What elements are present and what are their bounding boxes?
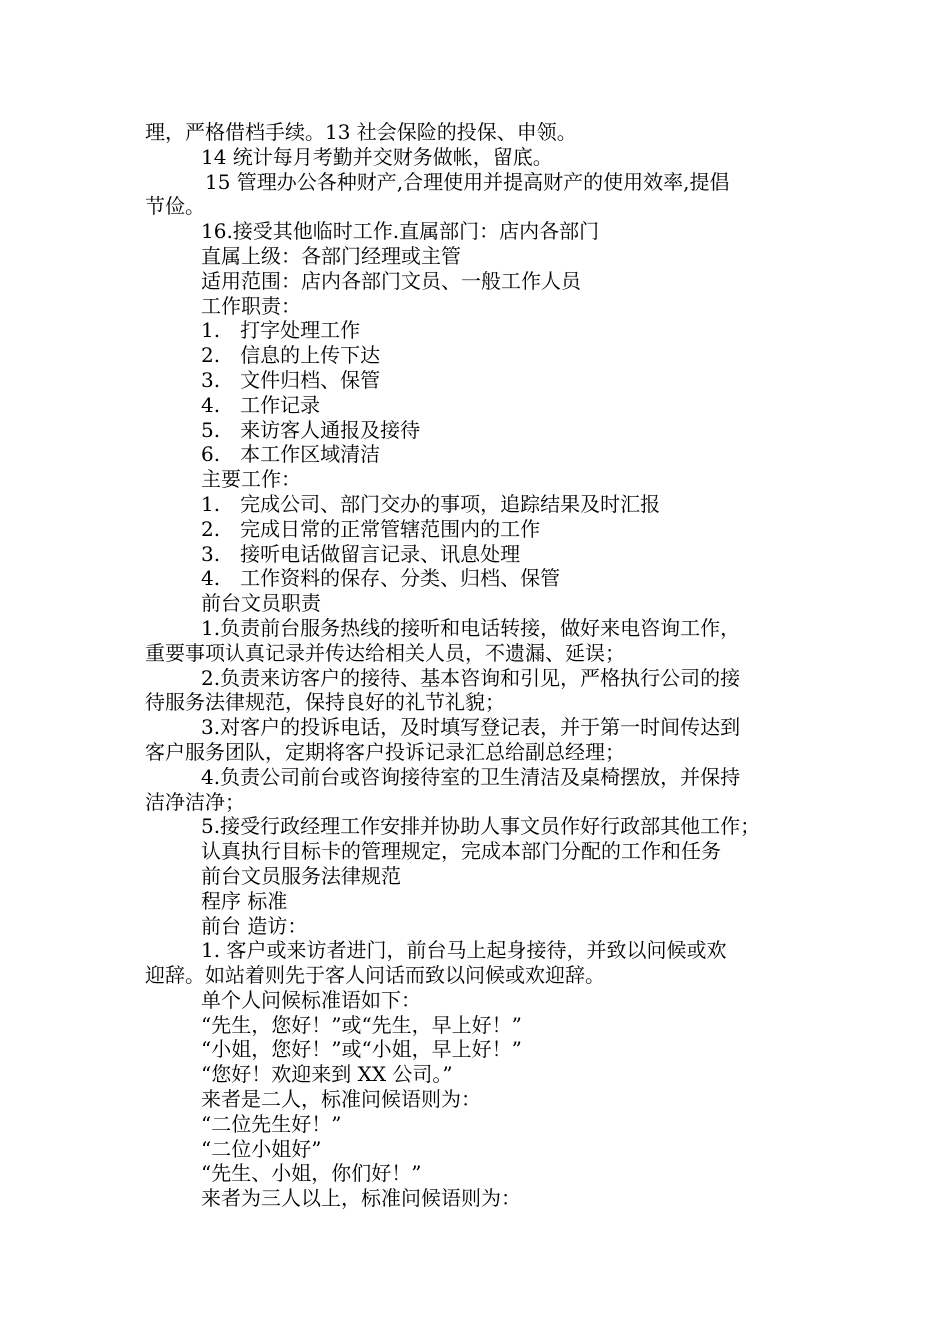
list-item: 2. 信息的上传下达 [201,343,381,368]
text-line: 来者是二人，标准问候语则为： [201,1087,481,1112]
text-line: 2.负责来访客户的接待、基本咨询和引见，严格执行公司的接 [201,665,741,690]
text-line: 认真执行目标卡的管理规定，完成本部门分配的工作和任务 [201,839,721,864]
list-item: 2. 完成日常的正常管辖范围内的工作 [201,516,541,541]
document-body [145,120,815,1211]
text-line: “二位小姐好” [201,1136,322,1161]
text-line: “先生、小姐，你们好！” [201,1161,422,1186]
text-line: 直属上级：各部门经理或主管 [201,243,461,268]
list-item: 1. 打字处理工作 [201,318,361,343]
text-line: 适用范围：店内各部门文员、一般工作人员 [201,268,581,293]
text-line: 工作职责： [201,293,301,318]
text-line: 15 管理办公各种财产,合理使用并提高财产的使用效率,提倡 [205,169,730,194]
text-line: 3.对客户的投诉电话，及时填写登记表，并于第一时间传达到 [201,715,741,740]
text-line: “先生，您好！”或“先生，早上好！” [201,1012,522,1037]
text-line: 前台 造访： [201,913,308,938]
text-line: 单个人问候标准语如下： [201,987,421,1012]
text-line: 重要事项认真记录并传达给相关人员，不遗漏、延误； [145,640,625,665]
text-line: “小姐，您好！”或“小姐，早上好！” [201,1037,522,1062]
list-item: 4. 工作资料的保存、分类、归档、保管 [201,566,561,591]
text-line: 迎辞。如站着则先于客人问话而致以问候或欢迎辞。 [145,963,605,988]
text-line: 来者为三人以上，标准问候语则为： [201,1186,521,1211]
text-line: 1. 客户或来访者进门，前台马上起身接待，并致以问候或欢 [201,938,727,963]
text-line: 1.负责前台服务热线的接听和电话转接，做好来电咨询工作， [201,615,741,640]
text-line: 客户服务团队，定期将客户投诉记录汇总给副总经理； [145,739,625,764]
text-line: 理，严格借档手续。13 社会保险的投保、申领。 [145,120,577,144]
text-line: 4.负责公司前台或咨询接待室的卫生清洁及桌椅摆放，并保持 [201,764,741,789]
list-item: 6. 本工作区域清洁 [201,442,381,467]
text-line: 待服务法律规范，保持良好的礼节礼貌； [145,690,505,715]
text-line: “您好！欢迎来到 XX 公司。” [201,1062,453,1087]
text-line: “二位先生好！” [201,1111,342,1136]
section-heading: 前台文员职责 [201,591,321,616]
list-item: 3. 文件归档、保管 [201,367,381,392]
list-item: 5. 来访客人通报及接待 [201,417,421,442]
list-item: 3. 接听电话做留言记录、讯息处理 [201,541,521,566]
text-line: 5.接受行政经理工作安排并协助人事文员作好行政部其他工作； [201,814,761,839]
section-heading: 前台文员服务法律规范 [201,863,401,888]
text-line: 14 统计每月考勤并交财务做帐，留底。 [201,144,553,169]
text-line: 节俭。 [145,194,205,219]
text-line: 洁净洁净； [145,789,245,814]
list-item: 4. 工作记录 [201,392,321,417]
list-item: 1. 完成公司、部门交办的事项，追踪结果及时汇报 [201,491,661,516]
text-line: 程序 标准 [201,888,288,913]
text-line: 16.接受其他临时工作.直属部门：店内各部门 [201,219,600,244]
section-heading: 主要工作： [201,467,301,492]
